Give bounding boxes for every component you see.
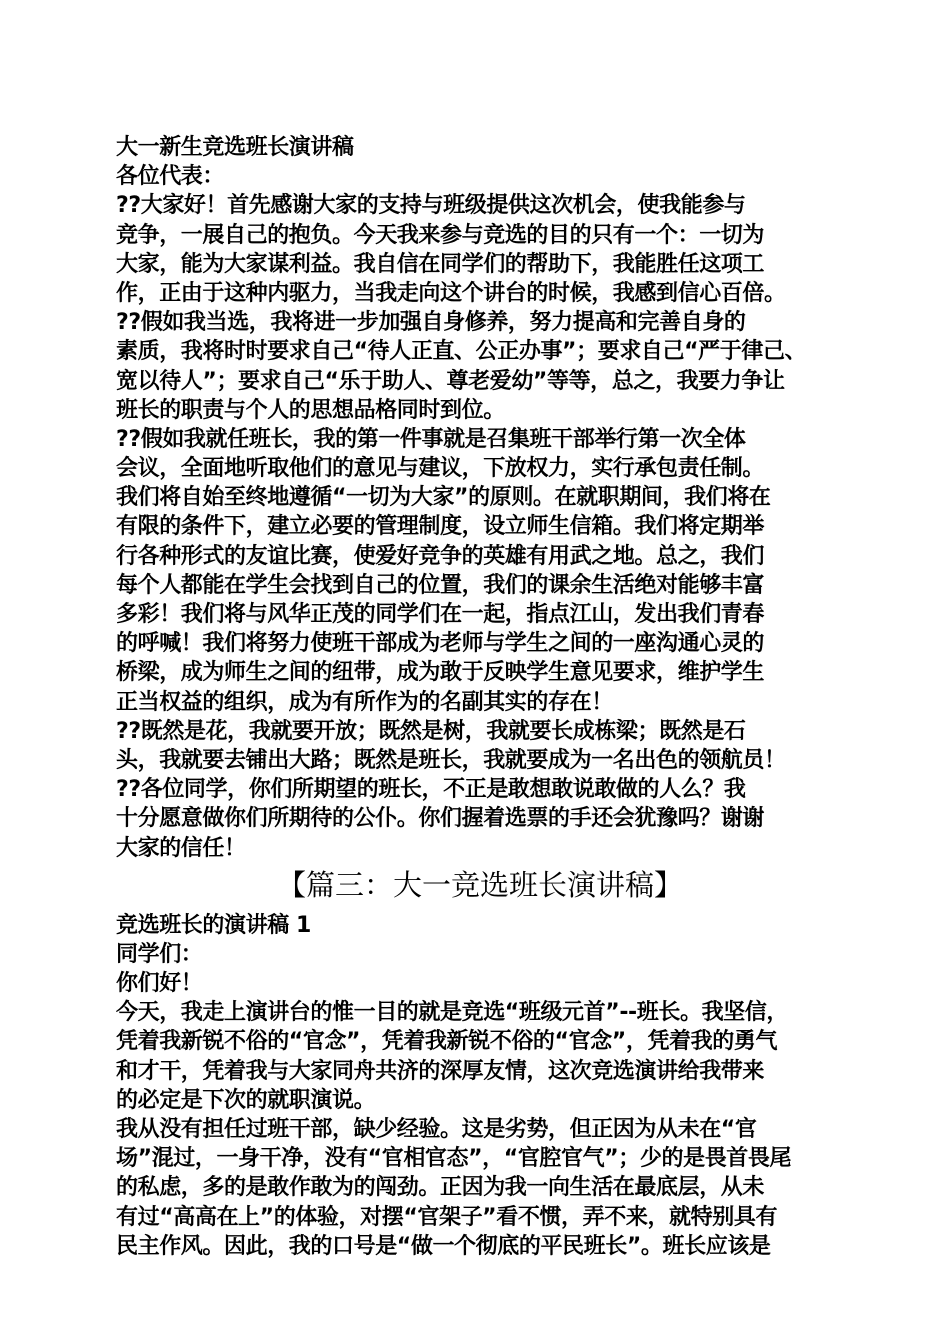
text-line: 行各种形式的友谊比赛，使爱好竞争的英雄有用武之地。总之，我们 (116, 543, 765, 569)
text-line: 桥梁，成为师生之间的纽带，成为敢于反映学生意见要求，维护学生 (116, 660, 765, 686)
text-line: 有限的条件下，建立必要的管理制度，设立师生信箱。我们将定期举 (116, 514, 765, 540)
salutation: 同学们： (116, 941, 203, 967)
text-line: 民主作风。因此，我的口号是“做一个彻底的平民班长”。班长应该是 (116, 1233, 771, 1259)
text-line: ??假如我当选，我将进一步加强自身修养，努力提高和完善自身的 (116, 310, 746, 336)
text-line: 场”混过，一身干净，没有“官相官态”，“官腔官气”；少的是畏首畏尾 (116, 1146, 792, 1172)
section-heading: 【篇三：大一竞选班长演讲稿】 (276, 867, 683, 902)
text-line: ??各位同学，你们所期望的班长，不正是敢想敢说敢做的人么？我 (116, 777, 746, 803)
greeting: 你们好！ (116, 971, 203, 997)
text-line: 头，我就要去铺出大路；既然是班长，我就要成为一名出色的领航员！ (116, 747, 786, 773)
text-line: ??大家好！首先感谢大家的支持与班级提供这次机会，使我能参与 (116, 193, 746, 219)
text-line: 和才干，凭着我与大家同舟共济的深厚友情，这次竞选演讲给我带来 (116, 1058, 765, 1084)
text-line: 会议，全面地听取他们的意见与建议，下放权力，实行承包责任制。 (116, 456, 765, 482)
text-line: 十分愿意做你们所期待的公仆。你们握着选票的手还会犹豫吗？谢谢 (116, 806, 765, 832)
text-line: ??假如我就任班长，我的第一件事就是召集班干部举行第一次全体 (116, 426, 746, 452)
text-line: 的私虑，多的是敢作敢为的闯劲。正因为我一向生活在最底层，从未 (116, 1175, 765, 1201)
text-line: 班长的职责与个人的思想品格同时到位。 (116, 397, 505, 423)
speech-subtitle: 竞选班长的演讲稿 1 (116, 912, 311, 938)
text-line: 大家，能为大家谋利益。我自信在同学们的帮助下，我能胜任这项工 (116, 251, 765, 277)
text-line: 我从没有担任过班干部，缺少经验。这是劣势，但正因为从未在“官 (116, 1117, 757, 1142)
text-line: 的呼喊！我们将努力使班干部成为老师与学生之间的一座沟通心灵的 (116, 631, 765, 657)
text-line: 多彩！我们将与风华正茂的同学们在一起，指点江山，发出我们青春 (116, 602, 765, 627)
text-line: 凭着我新锐不俗的“官念”，凭着我新锐不俗的“官念”，凭着我的勇气 (116, 1029, 778, 1055)
text-line: 大家的信任！ (116, 835, 246, 861)
document-body (116, 133, 844, 1261)
text-line: 每个人都能在学生会找到自己的位置，我们的课余生活绝对能够丰富 (116, 572, 765, 598)
text-line: ??既然是花，我就要开放；既然是树，我就要长成栋梁；既然是石 (116, 718, 746, 744)
text-line: 有过“高高在上”的体验，对摆“官架子”看不惯，弄不来，就特别具有 (116, 1204, 778, 1230)
speech-title: 大一新生竞选班长演讲稿 (116, 135, 354, 160)
text-line: 竞争，一展自己的抱负。今天我来参与竞选的目的只有一个：一切为 (116, 222, 765, 248)
text-line: 作，正由于这种内驱力，当我走向这个讲台的时候，我感到信心百倍。 (116, 280, 786, 306)
text-line: 宽以待人”；要求自己“乐于助人、尊老爱幼”等等，总之，我要力争让 (116, 368, 785, 394)
speech-part-2 (116, 911, 844, 1261)
text-line: 正当权益的组织，成为有所作为的名副其实的存在！ (116, 689, 613, 715)
text-line: 的必定是下次的就职演说。 (116, 1087, 376, 1113)
speech-part-1 (116, 133, 844, 863)
salutation: 各位代表： (116, 164, 225, 190)
text-line: 我们将自始至终地遵循“一切为大家”的原则。在就职期间，我们将在 (116, 485, 771, 511)
text-line: 素质，我将时时要求自己“待人正直、公正办事”；要求自己“严于律己、 (116, 339, 807, 365)
text-line: 今天，我走上演讲台的惟一目的就是竞选“班级元首”--班长。我坚信， (116, 1000, 788, 1026)
